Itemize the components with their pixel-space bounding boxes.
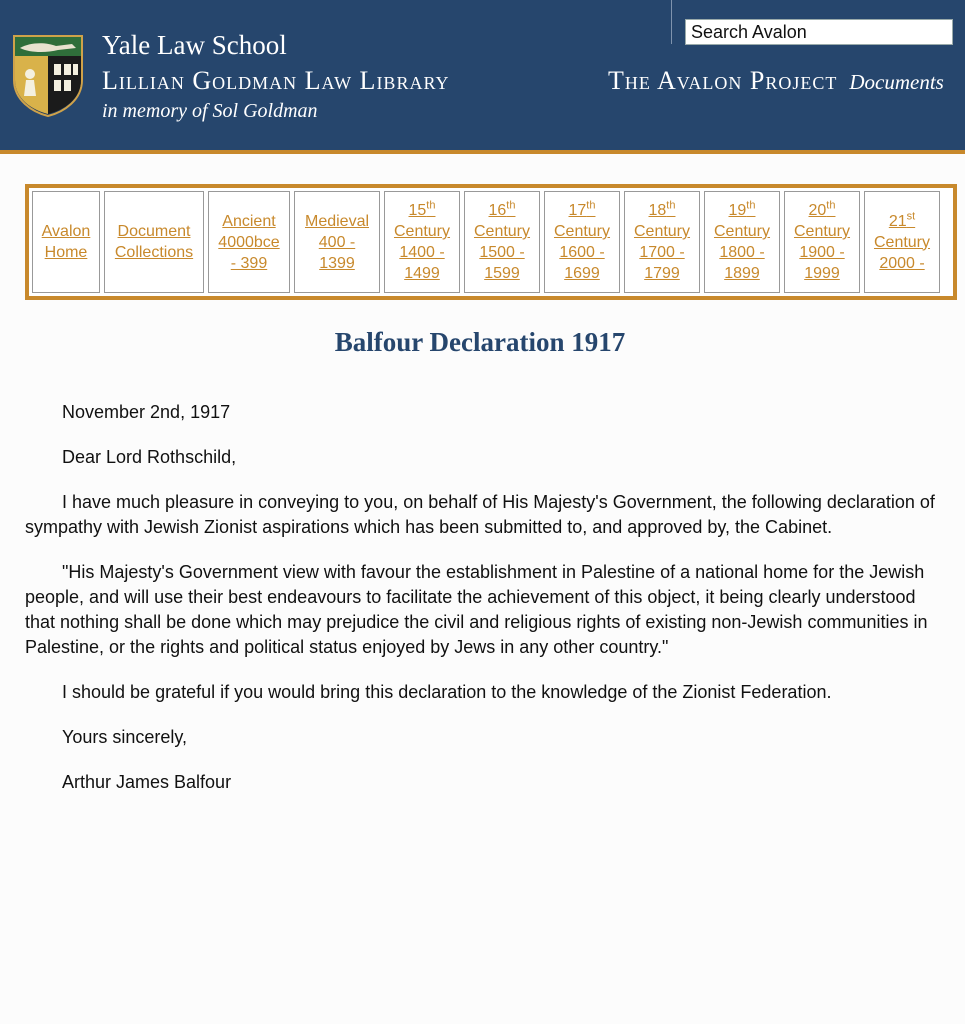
search-input[interactable] [685, 19, 953, 45]
nav-cell [544, 191, 620, 293]
document-paragraph: November 2nd, 1917 [62, 402, 231, 422]
nav-link-line: 1400 - [399, 244, 445, 261]
nav-link-line: Century [633, 223, 691, 240]
yale-law-shield-icon [12, 34, 84, 118]
document-paragraph: I should be grateful if you would bring this declaration to the knowledge of the Zionist Federation. [62, 682, 832, 702]
memorial-subtitle: in memory of Sol Goldman [102, 100, 318, 122]
project-name: The Avalon Project [608, 66, 838, 95]
nav-link-9[interactable] [794, 200, 850, 284]
nav-link-line: 1599 [484, 265, 520, 282]
era-navigation-row [32, 191, 950, 293]
era-navigation [25, 184, 957, 300]
century-number-value: 17 [568, 202, 587, 219]
century-number [634, 200, 690, 221]
nav-cell [104, 191, 204, 293]
century-number [874, 211, 930, 232]
project-suffix: Documents [849, 70, 944, 94]
nav-cell [464, 191, 540, 293]
century-suffix: th [666, 199, 676, 212]
document-body [25, 400, 940, 815]
nav-link-6[interactable] [554, 200, 610, 284]
nav-link-2[interactable] [218, 211, 279, 274]
nav-link-line: 1699 [564, 265, 600, 282]
nav-link-line: 1399 [319, 254, 355, 272]
document-paragraph: "His Majesty's Government view with favour the establishment in Palestine of a national home for the Jewish people, and will use their best endeavours to facilitate the achievement of this object, it being clearly understood that nothing shall be done which may prejudice the civil and religious rights of existing non-Jewish communities in Palestine, or the rights and political status enjoyed by Jews in any other country." [25, 562, 928, 657]
century-number-value: 15 [408, 202, 427, 219]
century-number-value: 16 [488, 202, 507, 219]
nav-link-line: 1799 [644, 265, 680, 282]
century-number-value: 19 [728, 202, 747, 219]
nav-link-line: 1499 [404, 265, 440, 282]
nav-link-line: 1500 - [479, 244, 525, 261]
nav-link-line: - 399 [230, 254, 268, 272]
header-rule [0, 150, 965, 154]
document-paragraph: I have much pleasure in conveying to you, on behalf of His Majesty's Government, the following declaration of sympathy with Jewish Zionist aspirations which has been submitted to, and approved by, the Cabinet. [25, 492, 935, 537]
century-suffix: st [906, 210, 916, 223]
century-suffix: th [826, 199, 836, 212]
nav-cell [784, 191, 860, 293]
nav-cell [32, 191, 100, 293]
century-suffix: th [426, 199, 436, 212]
nav-link-line: 1999 [804, 265, 840, 282]
nav-link-line: Century [713, 223, 771, 240]
site-header [0, 0, 965, 150]
document-paragraph: Arthur James Balfour [62, 772, 232, 792]
nav-cell [294, 191, 380, 293]
nav-link-line: 400 - [318, 233, 356, 251]
nav-cell [384, 191, 460, 293]
nav-link-3[interactable] [305, 211, 369, 274]
nav-link-line: 2000 - [879, 254, 925, 272]
nav-link-line: Ancient [222, 212, 276, 230]
nav-link-line: 1899 [724, 265, 760, 282]
nav-cell [208, 191, 290, 293]
nav-link-1[interactable] [115, 221, 193, 263]
nav-link-line: Home [44, 244, 88, 261]
nav-link-line: Document [117, 223, 191, 240]
nav-link-line: 1600 - [559, 244, 605, 261]
century-number-value: 18 [648, 202, 667, 219]
library-name[interactable]: Lillian Goldman Law Library [102, 66, 450, 95]
nav-link-10[interactable] [874, 211, 930, 274]
nav-link-line: Century [473, 223, 531, 240]
school-name[interactable]: Yale Law School [102, 30, 287, 60]
century-number [794, 200, 850, 221]
century-number-value: 20 [808, 202, 827, 219]
project-title[interactable] [608, 66, 965, 96]
century-number [474, 200, 530, 221]
nav-link-line: 1700 - [639, 244, 685, 261]
century-suffix: th [506, 199, 516, 212]
nav-link-line: Century [873, 233, 931, 251]
nav-link-line: Medieval [304, 212, 370, 230]
page-title: Balfour Declaration 1917 [334, 327, 626, 357]
nav-link-line: 1900 - [799, 244, 845, 261]
nav-link-4[interactable] [394, 200, 450, 284]
nav-cell [864, 191, 940, 293]
century-number-value: 21 [888, 212, 907, 230]
nav-link-8[interactable] [714, 200, 770, 284]
header-divider [671, 0, 672, 44]
century-number [714, 200, 770, 221]
document-paragraph: Yours sincerely, [62, 727, 188, 747]
century-number [394, 200, 450, 221]
century-suffix: th [746, 199, 756, 212]
nav-cell [704, 191, 780, 293]
nav-cell [624, 191, 700, 293]
nav-link-5[interactable] [474, 200, 530, 284]
century-number [554, 200, 610, 221]
nav-link-line: Century [793, 223, 851, 240]
nav-link-line: Century [393, 223, 451, 240]
nav-link-line: 1800 - [719, 244, 765, 261]
nav-link-line: Collections [114, 244, 194, 261]
nav-link-line: Avalon [41, 223, 91, 240]
century-suffix: th [586, 199, 596, 212]
nav-link-line: Century [553, 223, 611, 240]
nav-link-0[interactable] [42, 221, 91, 263]
nav-link-7[interactable] [634, 200, 690, 284]
document-paragraph: Dear Lord Rothschild, [62, 447, 237, 467]
nav-link-line: 4000bce [218, 233, 280, 251]
